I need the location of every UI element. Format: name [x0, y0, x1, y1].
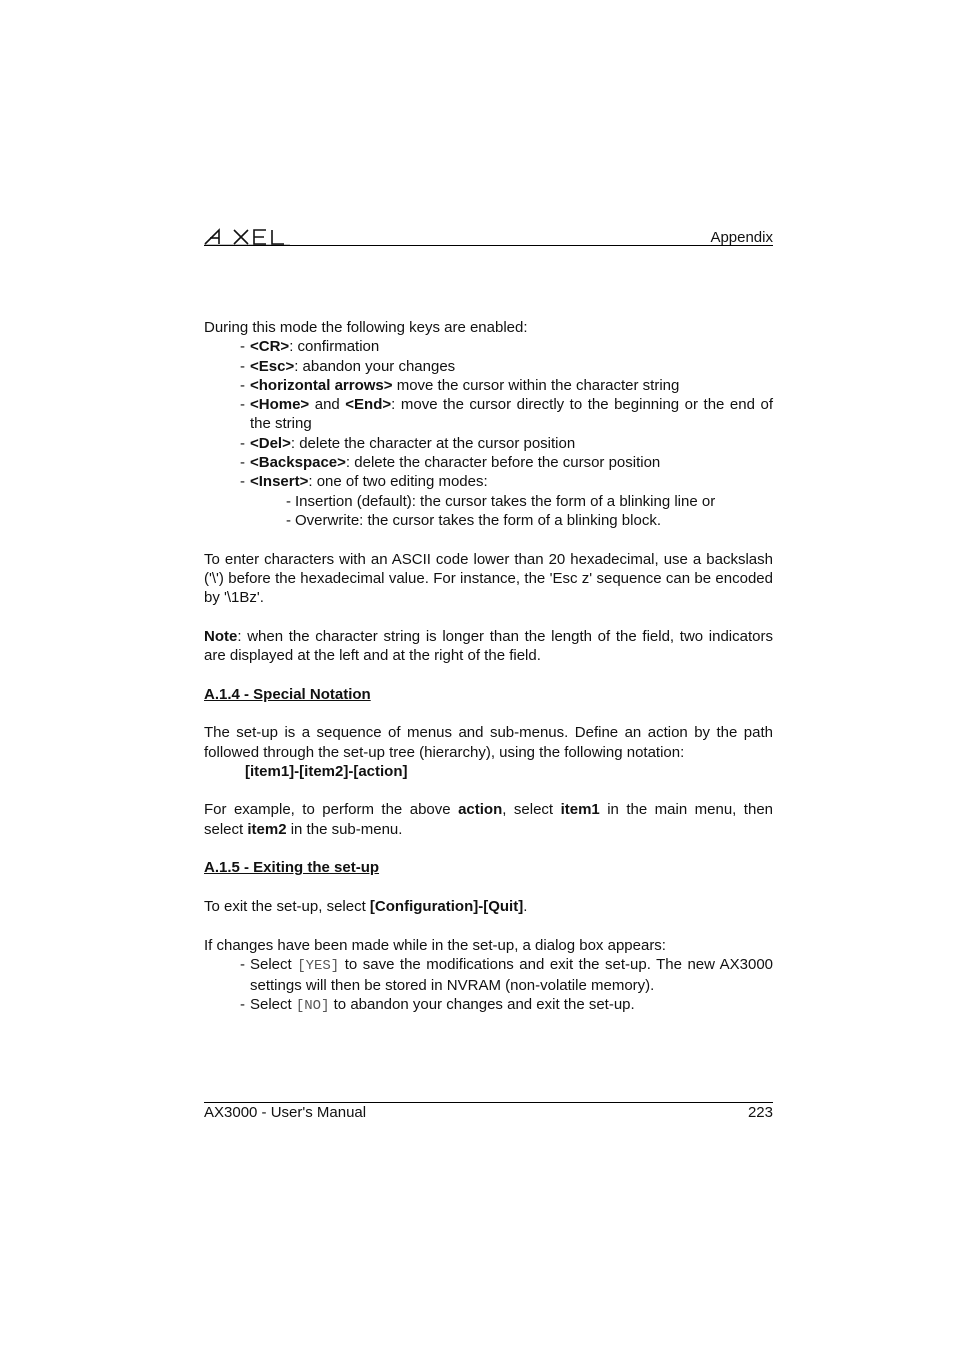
notation-example: [item1]-[item2]-[action]	[245, 762, 408, 780]
list-item: - <Home> and <End>: move the cursor directly to the beginning or the end of the string	[240, 396, 773, 433]
list-item: - <Esc>: abandon your changes	[240, 357, 456, 375]
axel-logo	[204, 227, 290, 247]
list-item: - Select [NO] to abandon your changes and exit the set-up.	[240, 996, 635, 1015]
section-heading-a15: A.1.5 - Exiting the set-up	[204, 859, 380, 877]
keys-intro: During this mode the following keys are enabled:	[204, 319, 528, 336]
list-item: - <Del>: delete the character at the cursor position	[240, 434, 576, 452]
exit-paragraph: To exit the set-up, select [Configuration]-[Quit].	[204, 897, 528, 915]
header-divider	[204, 245, 773, 246]
list-item: - <horizontal arrows> move the cursor within the character string	[240, 376, 680, 394]
sub-list-item: - Insertion (default): the cursor takes the form of a blinking line or	[286, 492, 716, 510]
list-item: - <Backspace>: delete the character before the cursor position	[240, 454, 661, 472]
list-item: - Select [YES] to save the modifications and exit the set-up. The new AX3000 settings will then be stored in NVRAM (non-volatile memory).	[240, 955, 774, 995]
footer-divider	[204, 1102, 773, 1103]
changes-paragraph: If changes have been made while in the set-up, a dialog box appears:	[204, 936, 666, 954]
example-paragraph: For example, to perform the above action, select item1 in the main menu, then select item2 in the sub-menu.	[204, 801, 774, 838]
notation-paragraph: The set-up is a sequence of menus and sub-menus. Define an action by the path followed through the set-up tree (hierarchy), using the following notation:	[204, 724, 773, 761]
page-body	[204, 318, 773, 1017]
section-heading-a14: A.1.4 - Special Notation	[204, 685, 371, 703]
footer-manual-title: AX3000 - User's Manual	[204, 1104, 367, 1121]
ascii-paragraph: To enter characters with an ASCII code lower than 20 hexadecimal, use a backslash ('\') before the hexadecimal value. For instance, the 'Esc z' sequence can be encoded by '\1Bz'.	[204, 550, 773, 607]
list-item: - <CR>: confirmation	[240, 338, 380, 356]
list-item: - <Insert>: one of two editing modes:	[240, 473, 488, 491]
note-paragraph: Note: when the character string is longer than the length of the field, two indicators are displayed at the left and at the right of the field.	[204, 627, 773, 665]
page-number: 223	[747, 1104, 773, 1121]
header-section-title: Appendix	[710, 229, 773, 246]
sub-list-item: - Overwrite: the cursor takes the form of a blinking block.	[286, 511, 661, 529]
